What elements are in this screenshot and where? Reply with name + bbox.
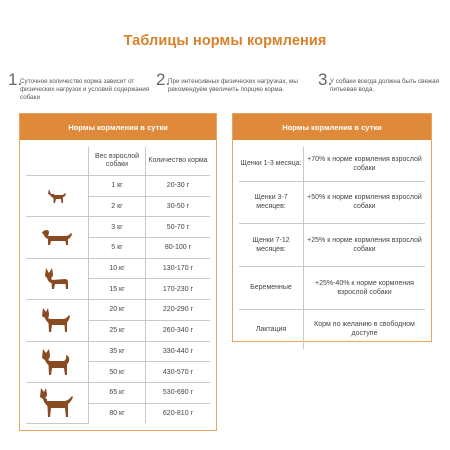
weight-cell: 1 кг [89, 176, 146, 197]
group-cell: Беременные [239, 266, 304, 309]
weight-cell: 65 кг [89, 382, 146, 403]
note-2-number: 2. [156, 70, 171, 89]
weight-cell: 20 кг [89, 300, 146, 321]
weight-cell: 15 кг [89, 279, 146, 300]
chihuahua-icon [46, 186, 68, 206]
amount-cell: 170-230 г [146, 279, 211, 300]
amount-cell: 530-690 г [146, 382, 211, 403]
dog-cell [26, 258, 89, 299]
large-dog-icon [37, 386, 77, 420]
norm-cell: +50% к норме кормления взрослой собаки [304, 181, 426, 223]
weight-cell: 80 кг [89, 403, 146, 423]
dog-column-header [26, 147, 89, 176]
weight-cell: 50 кг [89, 362, 146, 383]
weight-cell: 2 кг [89, 196, 146, 217]
adult-feeding-table [19, 113, 217, 431]
adult-table-header: Нормы кормления в сутки [20, 114, 216, 140]
amount-cell: 30-50 г [146, 196, 211, 217]
norm-cell: +25% к норме кормления взрослой собаки [304, 223, 426, 266]
dachshund-icon [40, 227, 74, 249]
weight-cell: 25 кг [89, 320, 146, 341]
note-2-text: При интенсивных физических нагрузках, мы рекомендуем увеличить порцию корма. [168, 78, 298, 93]
amount-cell: 50-70 г [146, 217, 211, 238]
group-cell: Щенки 1-3 месяца: [239, 147, 304, 181]
group-cell: Лактация [239, 309, 304, 349]
dog-cell [26, 217, 89, 258]
amount-cell: 330-440 г [146, 341, 211, 362]
weight-cell: 10 кг [89, 258, 146, 279]
amount-cell: 80-100 г [146, 238, 211, 259]
dog-cell [26, 300, 89, 341]
note-3-number: 3. [318, 70, 333, 89]
amount-cell: 220-290 г [146, 300, 211, 321]
husky-icon [39, 346, 75, 378]
norm-cell: Корм по желанию в свободном доступе [304, 309, 426, 349]
norm-cell: +70% к норме кормления взрослой собаки [304, 147, 426, 181]
group-cell: Щенки 3-7 месяцев: [239, 181, 304, 223]
note-3-text: У собаки всегда должна быть свежая питьевая вода. [330, 78, 439, 93]
page-title: Таблицы нормы кормления [123, 33, 327, 49]
dog-cell [26, 382, 89, 423]
note-1-text: Суточное количество корма зависит от физических нагрузок и условий содержания собаки [20, 78, 150, 101]
adult-table-grid [26, 147, 210, 424]
note-1-number: 1. [8, 70, 23, 89]
puppy-feeding-table [232, 113, 432, 342]
dog-cell [26, 176, 89, 217]
weight-column-header: Вес взрослой собаки [89, 147, 146, 176]
amount-cell: 620-810 г [146, 403, 211, 423]
weight-cell: 35 кг [89, 341, 146, 362]
norm-cell: +25%-40% к норме кормления взрослой собаки [304, 266, 426, 309]
amount-cell: 130-170 г [146, 258, 211, 279]
medium-dog-icon [40, 305, 74, 335]
french-bulldog-icon [43, 266, 71, 292]
puppy-table-header: Нормы кормления в сутки [233, 114, 431, 140]
group-cell: Щенки 7-12 месяцев: [239, 223, 304, 266]
amount-cell: 20-30 г [146, 176, 211, 197]
puppy-table-grid [239, 147, 425, 349]
dog-cell [26, 341, 89, 382]
amount-cell: 260-340 г [146, 320, 211, 341]
amount-cell: 430-570 г [146, 362, 211, 383]
weight-cell: 3 кг [89, 217, 146, 238]
amount-column-header: Количество корма [146, 147, 211, 176]
weight-cell: 5 кг [89, 238, 146, 259]
